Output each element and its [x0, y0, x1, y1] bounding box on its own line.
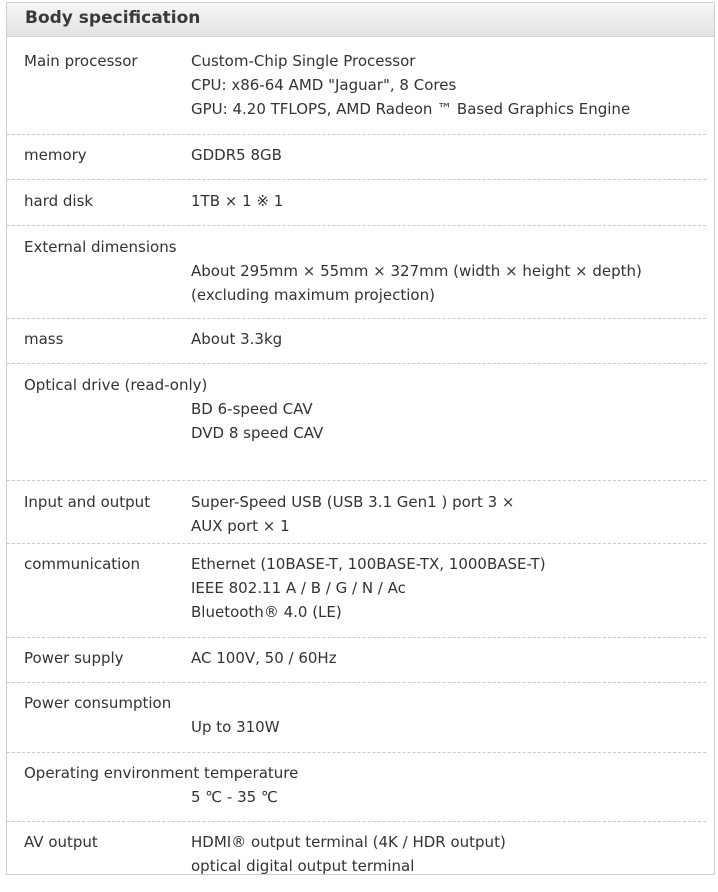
spec-label: hard disk — [24, 192, 94, 210]
spec-value-line: About 3.3kg — [191, 330, 283, 348]
spec-value-line: HDMI® output terminal (4K / HDR output) — [191, 833, 506, 851]
spec-value — [191, 552, 546, 624]
spec-value — [191, 259, 642, 307]
spec-value-line: GDDR5 8GB — [191, 146, 282, 164]
spec-value-line: About 295mm × 55mm × 327mm (width × height × depth) — [191, 262, 642, 280]
spec-value — [191, 49, 630, 121]
spec-row — [7, 319, 706, 364]
spec-row — [7, 180, 706, 226]
spec-value-line: AUX port × 1 — [191, 517, 290, 535]
spec-value-line: 1TB × 1 ※ 1 — [191, 192, 284, 210]
spec-label: Input and output — [24, 493, 151, 511]
spec-value-line: IEEE 802.11 A / B / G / N / Ac — [191, 579, 406, 597]
spec-label: Power consumption — [24, 694, 172, 712]
spec-row — [7, 638, 706, 683]
spec-row — [7, 481, 706, 544]
spec-value-line: Bluetooth® 4.0 (LE) — [191, 603, 342, 621]
spec-value — [191, 830, 506, 878]
spec-value-line: GPU: 4.20 TFLOPS, AMD Radeon ™ Based Graphics Engine — [191, 100, 631, 118]
spec-label: AV output — [24, 833, 98, 851]
spec-value-line: Up to 310W — [191, 718, 280, 736]
spec-value — [191, 143, 282, 167]
spec-row — [7, 364, 706, 481]
spec-label: mass — [24, 330, 64, 348]
spec-label: communication — [24, 555, 141, 573]
spec-label: Power supply — [24, 649, 124, 667]
spec-label: External dimensions — [24, 238, 177, 256]
spec-row — [7, 544, 706, 638]
spec-value — [191, 785, 278, 809]
spec-value — [191, 490, 514, 538]
spec-list — [7, 37, 706, 892]
spec-label: memory — [24, 146, 87, 164]
spec-row — [7, 822, 706, 892]
spec-value-line: CPU: x86-64 AMD "Jaguar", 8 Cores — [191, 76, 457, 94]
spec-label: Main processor — [24, 52, 138, 70]
spec-value — [191, 397, 323, 445]
spec-value-line: optical digital output terminal — [191, 857, 415, 875]
spec-label: Optical drive (read-only) — [24, 376, 208, 394]
spec-label: Operating environment temperature — [24, 764, 299, 782]
spec-panel — [6, 2, 715, 875]
spec-value — [191, 327, 282, 351]
spec-row — [7, 37, 706, 135]
spec-value-line: AC 100V, 50 / 60Hz — [191, 649, 337, 667]
spec-value-line: 5 ℃ - 35 ℃ — [191, 788, 278, 806]
spec-value — [191, 189, 283, 213]
spec-value-line: Super-Speed USB (USB 3.1 Gen1 ) port 3 × — [191, 493, 515, 511]
spec-row — [7, 683, 706, 753]
spec-value — [191, 646, 337, 670]
spec-value-line: DVD 8 speed CAV — [191, 424, 324, 442]
spec-value-line: Ethernet (10BASE-T, 100BASE-TX, 1000BASE-T) — [191, 555, 546, 573]
panel-title: Body specification — [7, 3, 714, 37]
spec-row — [7, 753, 706, 822]
spec-value-line: Custom-Chip Single Processor — [191, 52, 416, 70]
spec-value — [191, 715, 280, 739]
spec-value-line: (excluding maximum projection) — [191, 286, 435, 304]
spec-value-line: BD 6-speed CAV — [191, 400, 313, 418]
spec-row — [7, 135, 706, 180]
spec-row — [7, 226, 706, 319]
